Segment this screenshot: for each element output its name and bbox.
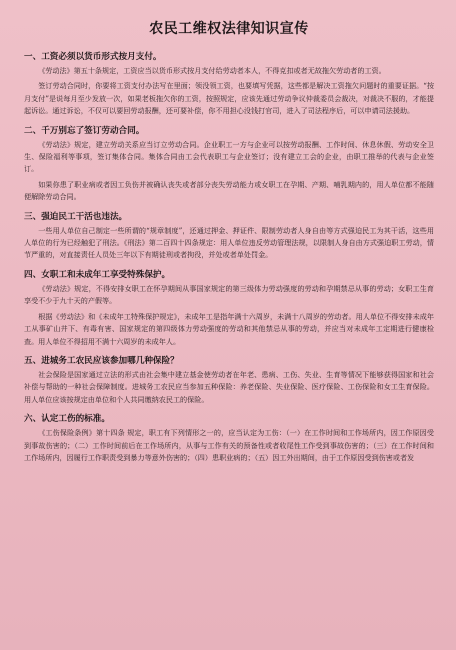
section-4-heading: 四、女职工和未成年工享受特殊保护。 [24,269,171,280]
section-2-heading: 二、千万别忘了签订劳动合同。 [24,125,145,136]
section-5-paragraph-1: 社会保险是国家通过立法的形式由社会集中建立基金使劳动者在年老、患病、工伤、失业、生育等情况下能够获得国家和社会补偿与帮助的一种社会保障制度。进城务工农民应当参加五种保险：养老保险、失业保险、医疗保险、工伤保险和女工生育保险。用人单位应该按规定由单位和个人共同缴纳农民工的保险。 [24,369,434,404]
section-6-heading: 六、认定工伤的标准。 [24,414,110,425]
section-1-heading: 一、工资必须以货币形式按月支付。 [24,52,162,62]
section-1-paragraph-2: 签订劳动合同时，你要将工资支付办法写在里面；领没领工资，也要填写凭据，这些都是解决工资拖欠问题时的重要证据。“按月支付”是说每月至少发放一次，如果老板拖欠你的工资，按照规定，应该先通过劳动争议仲裁委员会裁决，对裁决不服的，才能提起诉讼。通过诉讼，不仅可以要回劳动报酬，还可要补偿，你不用担心没钱打官司，进入了司法程序后，可以申请司法援助。 [24,81,434,116]
section-4-paragraph-1: 《劳动法》规定，不得安排女职工在怀孕期间从事国家规定的第三级体力劳动强度的劳动和孕期禁忌从事的劳动；女职工生育享受不少于九十天的产假等。 [24,283,434,306]
section-6-paragraph-1: 《工伤保险条例》第十四条 规定，职工有下列情形之一的，应当认定为工伤：（一）在工作时间和工作场所内，因工作原因受到事故伤害的；（二）工作时间前后在工作场所内，从事与工作有关的预备性或者收尾性工作受到事故伤害的；（三）在工作时间和工作场所内，因履行工作职责受到暴力等意外伤害的；（四）患职业病的；（五）因工外出期间，由于工作原因受到伤害或者发 [24,428,434,462]
section-3-heading: 三、强迫民工干活也违法。 [24,211,128,222]
document-title: 农民工维权法律知识宣传 [149,21,309,37]
section-3-paragraph-1: 一些用人单位自己制定一些所谓的“规章制度”，还通过押金、押证件、限制劳动者人身自由等方式强迫民工为其干活，这些用人单位的行为已经触犯了刑法。《刑法》第二百四十四条规定：用人单位违反劳动管理法规，以限制人身自由方式强迫职工劳动，情节严重的，对直接责任人员处三年以下有期徒刑或者拘役，并处或者单处罚金。 [24,225,434,260]
section-2-paragraph-1: 《劳动法》规定，建立劳动关系应当订立劳动合同。企业职工一方与企业可以按劳动报酬、工作时间、休息休假、劳动安全卫生、保险福利等事项，签订集体合同。集体合同由工会代表职工与企业签订；没有建立工会的企业，由职工推举的代表与企业签订。 [24,139,434,174]
section-2-paragraph-2: 如果你患了职业病或者因工负伤并被确认丧失或者部分丧失劳动能力或女职工在孕期、产期、哺乳期内的，用人单位都不能随便解除劳动合同。 [24,179,434,202]
section-1-paragraph-1: 《劳动法》第五十条规定，工资应当以货币形式按月支付给劳动者本人，不得克扣或者无故拖欠劳动者的工资。 [38,66,386,75]
leaflet-content [24,18,434,467]
section-5-heading: 五、进城务工农民应该参加哪几种保险？ [24,355,179,366]
section-4-paragraph-2: 根据《劳动法》和《未成年工特殊保护规定》，未成年工是指年满十六周岁，未满十八周岁的劳动者。用人单位不得安排未成年工从事矿山井下、有毒有害、国家规定的第四级体力劳动强度的劳动和其他禁忌从事的劳动，并应当对未成年工定期进行健康检查。用人单位不得招用不满十六周岁的未成年人。 [24,311,434,346]
